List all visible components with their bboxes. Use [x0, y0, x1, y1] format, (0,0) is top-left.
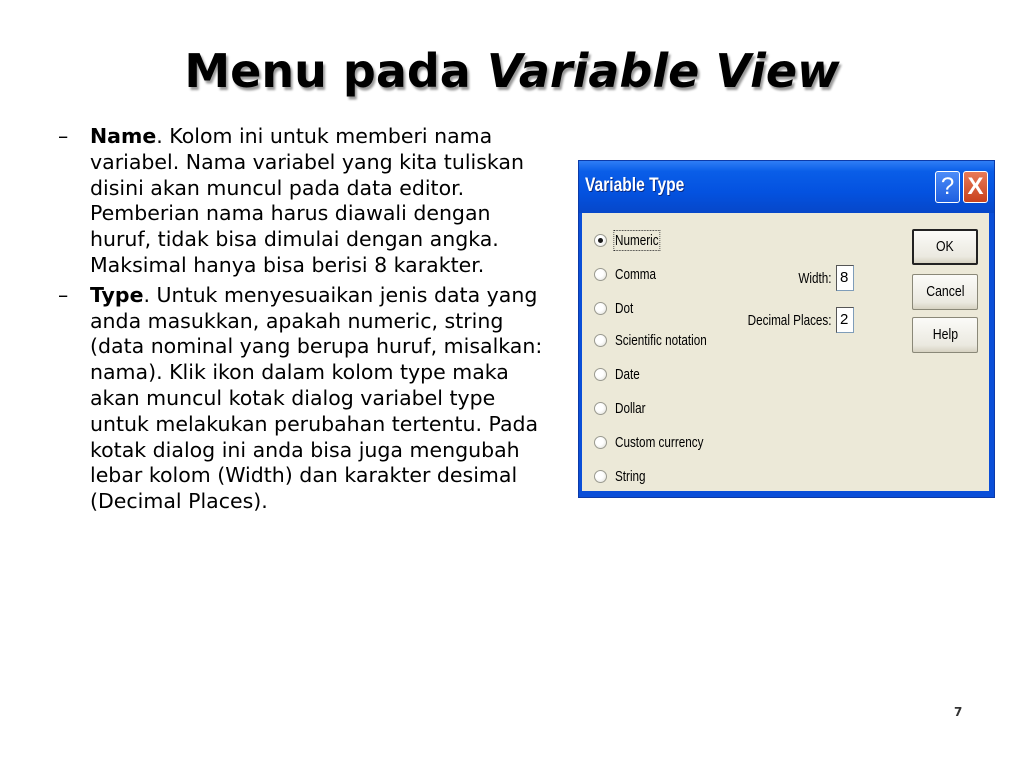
- radio-custom-currency[interactable]: [594, 431, 728, 453]
- width-input[interactable]: 8: [836, 265, 854, 291]
- radio-label: Dollar: [615, 399, 646, 417]
- ok-button[interactable]: [912, 229, 978, 265]
- radio-dollar[interactable]: [594, 397, 654, 419]
- width-row: [789, 265, 854, 291]
- decimal-places-label: Decimal Places:: [748, 311, 832, 329]
- bullet-text: . Untuk menyesuaikan jenis data yang anda masukkan, apakah numeric, string (data nominal yang berupa huruf, misalkan: nama). Klik ikon dalam kolom type maka akan muncul kotak dialog variabel type untuk melakukan perubahan tertentu. Pada kotak dialog ini anda bisa juga mengubah lebar kolom (Width) dan karakter desimal (Decimal Places).: [90, 282, 543, 514]
- width-label: Width:: [798, 269, 832, 287]
- title-normal: Menu pada: [184, 44, 487, 98]
- radio-label: Date: [615, 365, 640, 383]
- radio-label: Comma: [615, 265, 656, 283]
- radio-date[interactable]: [594, 363, 647, 385]
- cancel-button[interactable]: [912, 274, 978, 310]
- bullet-name: [58, 124, 548, 279]
- radio-label: String: [615, 467, 646, 485]
- radio-label: Numeric: [615, 231, 659, 249]
- variable-type-dialog: [578, 160, 995, 498]
- cancel-label: Cancel: [925, 283, 965, 300]
- slide-title: [0, 44, 1024, 98]
- radio-selected-icon[interactable]: [594, 234, 607, 247]
- radio-icon[interactable]: [594, 302, 607, 315]
- decimal-row: [724, 307, 854, 333]
- radio-dot[interactable]: [594, 297, 638, 319]
- help-label: Help: [932, 326, 958, 343]
- radio-icon[interactable]: [594, 402, 607, 415]
- radio-string[interactable]: [594, 465, 654, 487]
- radio-label: Scientific notation: [615, 331, 707, 349]
- radio-label: Dot: [615, 299, 634, 317]
- decimal-places-input[interactable]: 2: [836, 307, 854, 333]
- bullet-term: Name: [90, 124, 157, 148]
- bullet-text: . Kolom ini untuk memberi nama variabel. Nama variabel yang kita tuliskan disini akan muncul pada data editor. Pemberian nama harus diawali dengan huruf, tidak bisa dimulai dengan angka. Maksimal hanya bisa berisi 8 karakter.: [90, 124, 524, 277]
- help-button[interactable]: [912, 317, 978, 353]
- radio-icon[interactable]: [594, 368, 607, 381]
- radio-label: Custom currency: [615, 433, 704, 451]
- dialog-body: [582, 213, 989, 491]
- radio-icon[interactable]: [594, 436, 607, 449]
- radio-comma[interactable]: [594, 263, 668, 285]
- close-icon[interactable]: X: [963, 171, 988, 203]
- radio-icon[interactable]: [594, 334, 607, 347]
- page-number: 7: [954, 705, 963, 719]
- bullet-type: [58, 283, 548, 515]
- radio-icon[interactable]: [594, 268, 607, 281]
- bullet-list: [58, 124, 548, 519]
- dialog-titlebar[interactable]: [579, 161, 994, 213]
- dialog-title: Variable Type: [585, 175, 685, 196]
- dash-marker: –: [58, 124, 69, 148]
- bullet-term: Type: [90, 282, 144, 307]
- radio-numeric[interactable]: [594, 229, 671, 251]
- help-icon[interactable]: ?: [935, 171, 960, 203]
- title-italic: Variable View: [486, 44, 840, 98]
- dash-marker: –: [58, 282, 69, 307]
- radio-scientific[interactable]: [594, 329, 733, 351]
- radio-icon[interactable]: [594, 470, 607, 483]
- ok-label: OK: [936, 238, 954, 255]
